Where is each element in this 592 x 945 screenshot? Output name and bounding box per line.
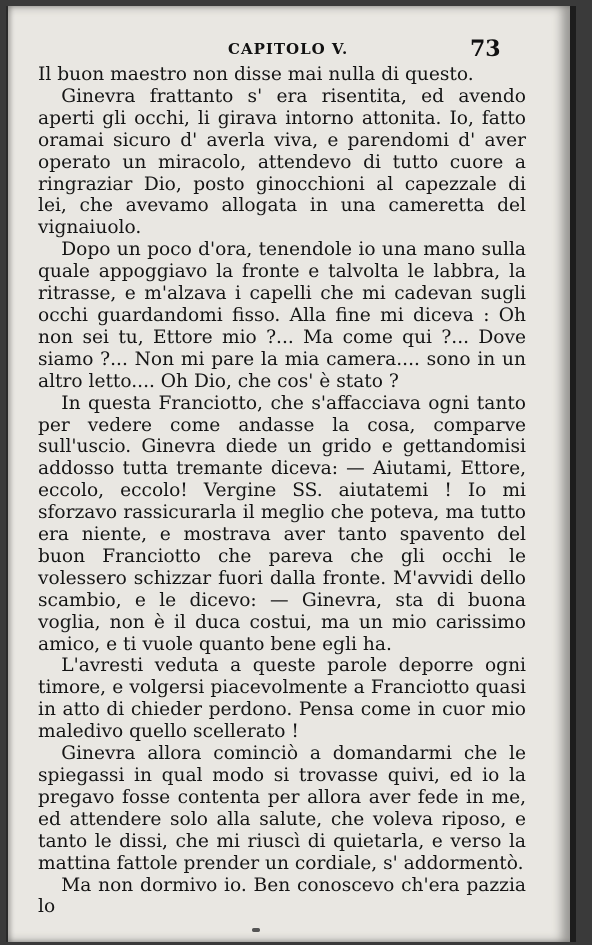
paragraph: L'avresti veduta a queste parole deporre ogni timore, e volgersi piacevolmente a Franciotto quasi in atto di chieder perdono. Pensa come in cuor mio maledivo quello scellerato ! <box>38 655 526 743</box>
paragraph: Il buon maestro non disse mai nulla di questo. <box>38 64 474 85</box>
paragraph: Dopo un poco d'ora, tenendole io una mano sulla quale appoggiavo la fronte e talvolta le labbra, la ritrasse, e m'alzava i capelli che mi cadevan sugli occhi guardandomi fisso. Alla fine mi diceva : Oh non sei tu, Ettore mio ?... Ma come qui ?... Dove siamo ?... Non mi pare la mia camera.... sono in un altro letto.... Oh Dio, che cos' è stato ? <box>38 239 526 392</box>
book-page <box>6 6 576 942</box>
paragraph: Ma non dormivo io. Ben conoscevo ch'era pazzia lo <box>38 874 526 918</box>
paragraph: Ginevra allora cominciò a domandarmi che le spiegassi in qual modo si trovasse quivi, ed io la pregavo fosse contenta per allora aver fede in me, ed attendere solo alla salute, che voleva riposo, e tanto le dissi, che mi riuscì di quietarla, e verso la mattina fattole prender un cordiale, s' addormentò. <box>38 743 526 874</box>
running-head: CAPITOLO V. <box>228 40 349 58</box>
paragraph: Ginevra frattanto s' era risentita, ed avendo aperti gli occhi, li girava intorno attonita. Io, fatto oramai sicuro d' averla viva, e parendomi d' aver operato un miracolo, attendevo di tutto cuore a ringraziar Dio, posto ginocchioni al capezzale di lei, che avevamo allogata in una cameretta del vignaiuolo. <box>38 85 526 239</box>
print-mark <box>252 928 260 932</box>
page-number: 73 <box>470 36 501 62</box>
paragraph: In questa Franciotto, che s'affacciava ogni tanto per vedere come andasse la cosa, comparve sull'uscio. Ginevra diede un grido e gettandomisi addosso tutta tremante diceva: — Aiutami, Ettore, eccolo, eccolo! Vergine SS. aiutatemi ! Io mi sforzavo rassicurarla il meglio che poteva, ma tutto era niente, e mostrava aver tanto spavento del buon Franciotto che pareva che gli occhi le volessero schizzar fuori dalla fronte. M'avvidi dello scambio, e le dicevo: — Ginevra, sta di buona voglia, non è il duca costui, ma un mio carissimo amico, e ti vuole quanto bene egli ha. <box>38 392 526 655</box>
page-body <box>38 64 526 918</box>
page-header <box>8 36 570 66</box>
